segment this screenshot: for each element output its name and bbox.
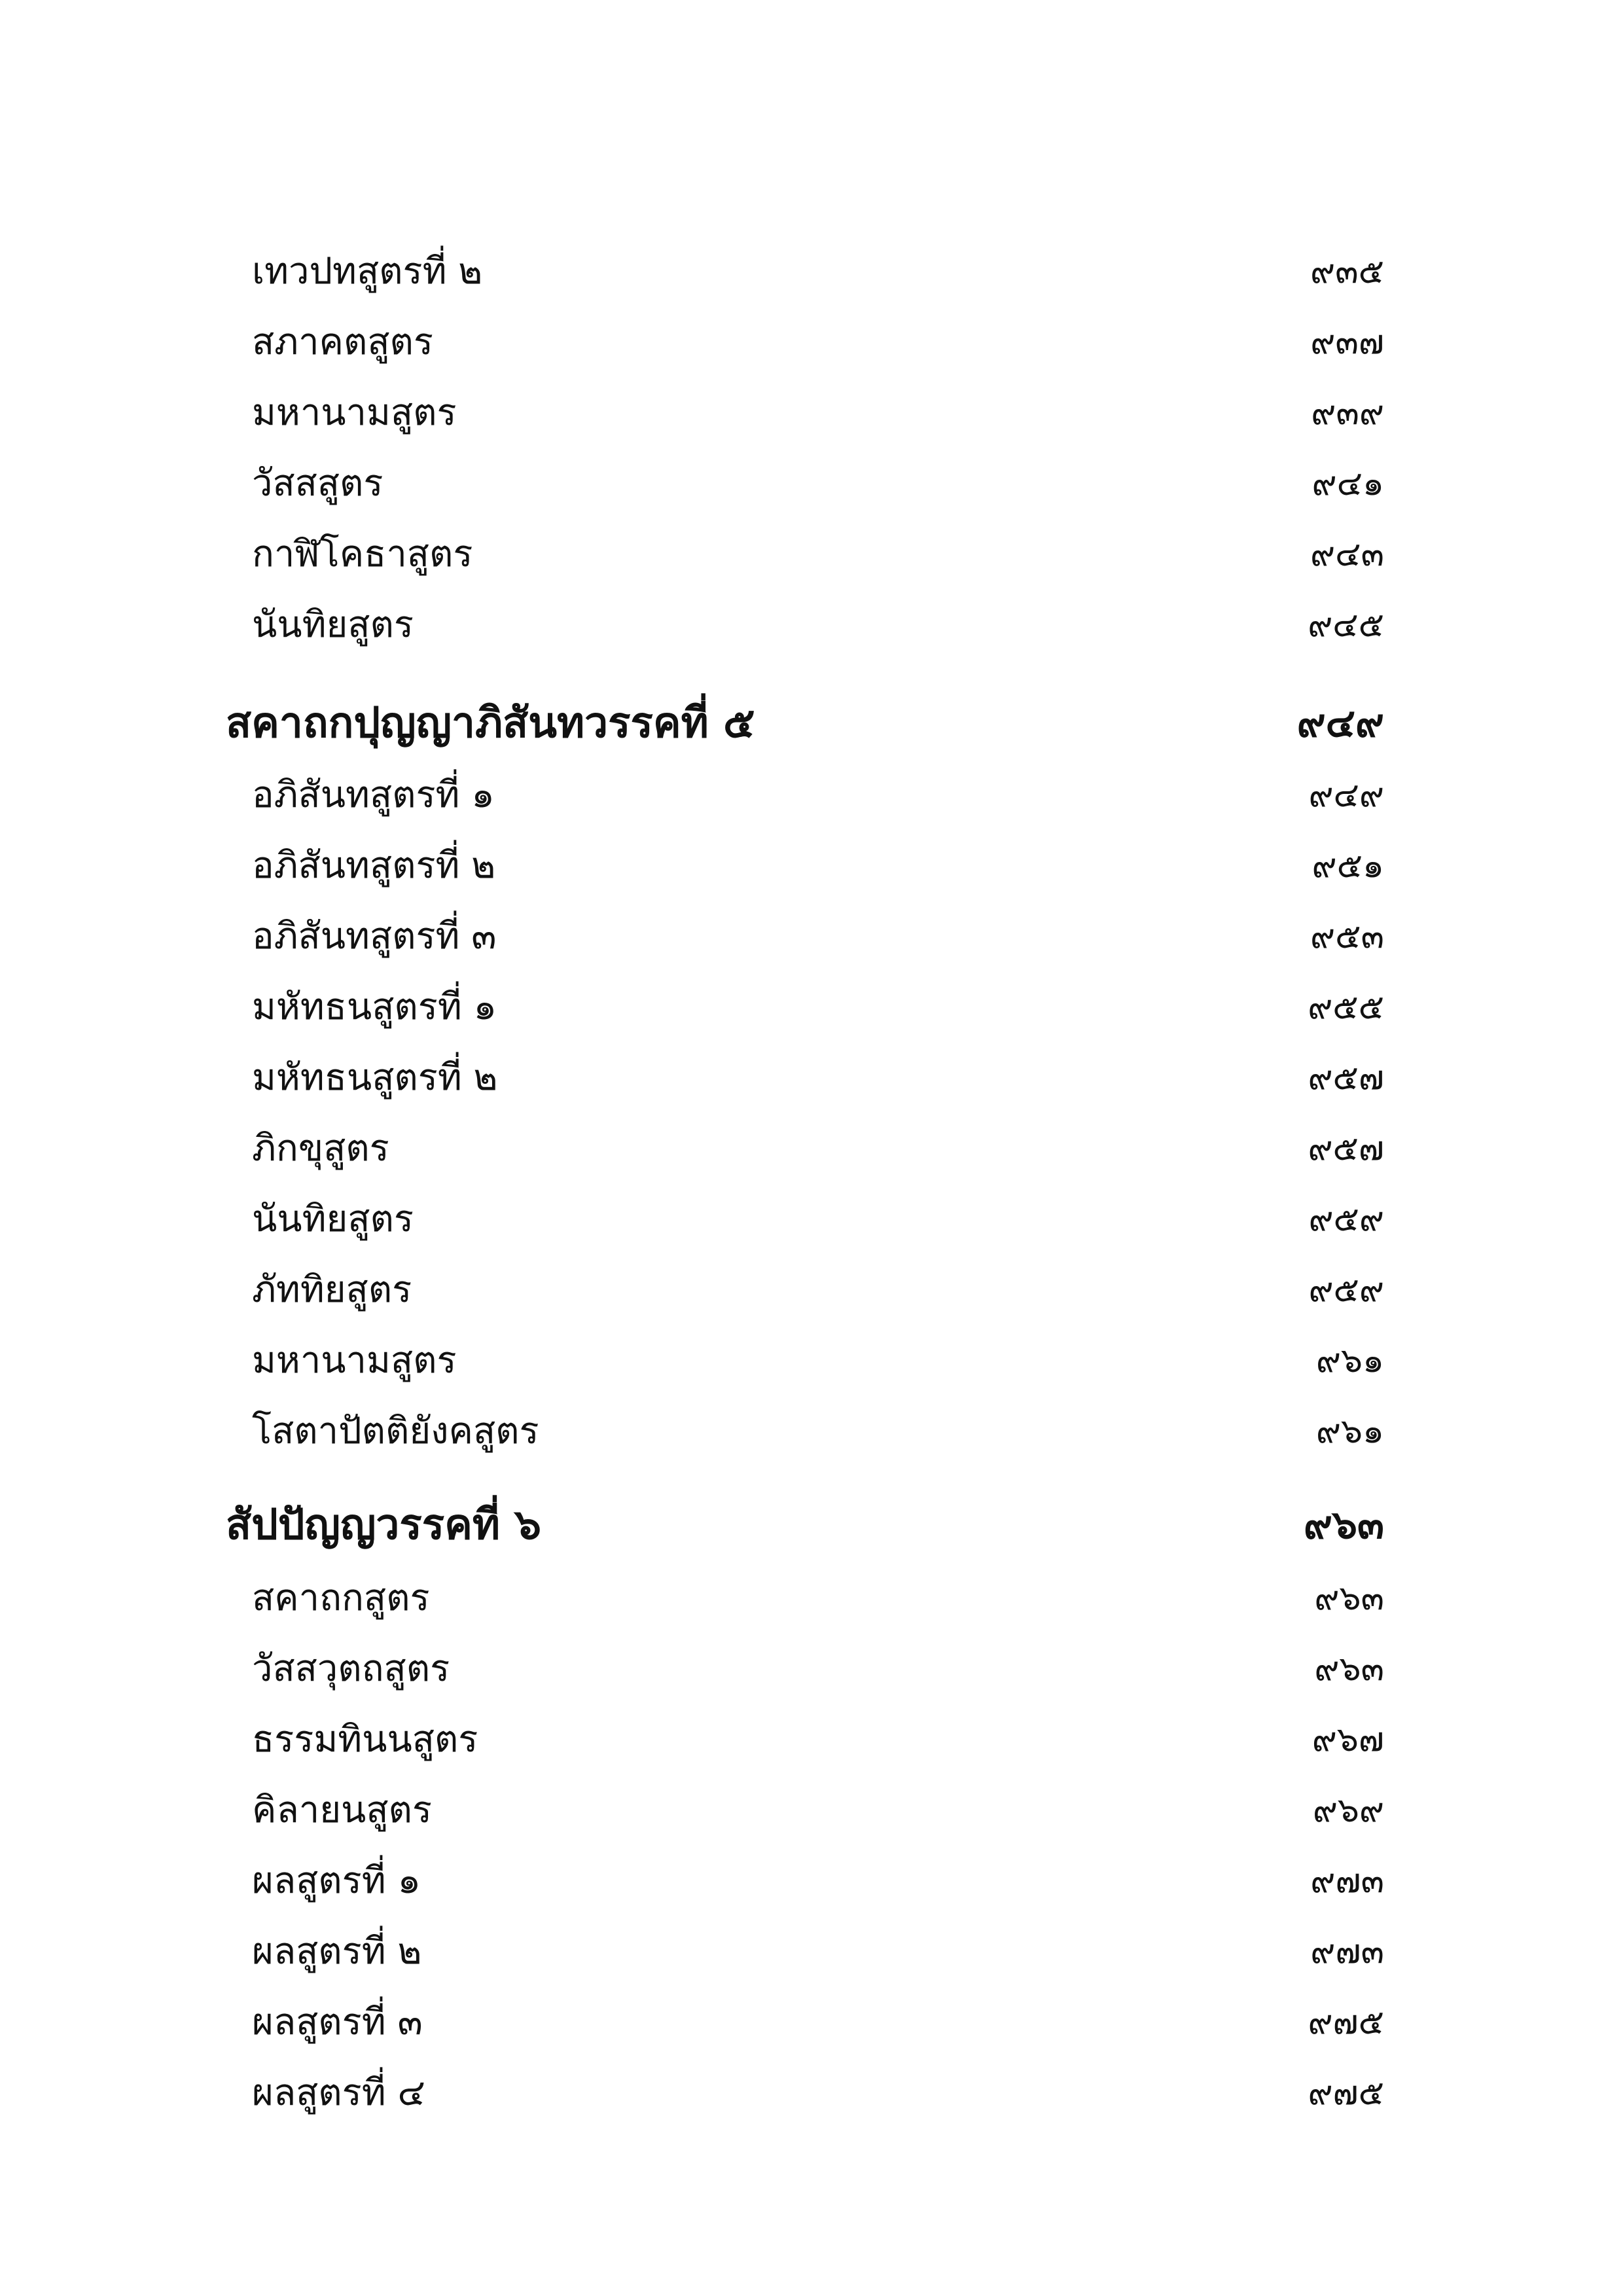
toc-entry-page: ๙๕๗ (1308, 1129, 1384, 1168)
toc-entry-page: ๙๖๓ (1314, 1579, 1384, 1618)
toc-entry-title: สภาคตสูตร (252, 321, 433, 363)
toc-entry-page: ๙๓๗ (1310, 323, 1384, 362)
toc-entry-page: ๙๓๙ (1311, 393, 1384, 433)
toc-entry (0, 1707, 1623, 1772)
toc-section-title: สัปปัญญวรรคที่ ๖ (226, 1500, 541, 1549)
toc-entry-page: ๙๔๕ (1308, 605, 1384, 645)
toc-section-page: ๙๖๓ (1303, 1502, 1384, 1548)
toc-entry (0, 1399, 1623, 1464)
toc-entry-title: ภิกขุสูตร (252, 1127, 389, 1170)
toc-entry-title: ผลสูตรที่ ๒ (252, 1930, 422, 1973)
toc-entry (0, 1045, 1623, 1111)
toc-entry-page: ๙๗๓ (1310, 1932, 1384, 1971)
toc-entry (0, 762, 1623, 828)
toc-entry-page: ๙๔๑ (1311, 464, 1384, 503)
toc-entry-page: ๙๖๙ (1312, 1791, 1384, 1830)
toc-entry (0, 1566, 1623, 1631)
toc-entry-title: วัสสสูตร (252, 462, 383, 505)
toc-entry-page: ๙๖๑ (1315, 1341, 1384, 1380)
toc-entry (0, 1848, 1623, 1914)
toc-entry-title: อภิสันทสูตรที่ ๑ (252, 774, 495, 816)
toc-entry (0, 833, 1623, 899)
toc-entry-page: ๙๕๗ (1308, 1058, 1384, 1098)
toc-entry (0, 1328, 1623, 1393)
toc-entry-title: มหานามสูตร (252, 391, 457, 434)
toc-entry-title: อภิสันทสูตรที่ ๒ (252, 844, 496, 887)
toc-entry-title: ผลสูตรที่ ๑ (252, 1859, 421, 1902)
toc-entry-page: ๙๗๓ (1310, 1861, 1384, 1901)
toc-entry (0, 1778, 1623, 1843)
toc-entry (0, 2060, 1623, 2126)
toc-entry-title: มหัทธนสูตรที่ ๑ (252, 986, 497, 1028)
toc-entry (0, 310, 1623, 375)
toc-entry (0, 522, 1623, 587)
toc-entry (0, 904, 1623, 969)
toc-entry-title: ผลสูตรที่ ๔ (252, 2072, 425, 2114)
toc-entry-title: นันทิยสูตร (252, 603, 414, 646)
toc-section-heading (0, 691, 1623, 756)
toc-entry-page: ๙๖๑ (1315, 1412, 1384, 1451)
toc-entry-page: ๙๖๓ (1314, 1649, 1384, 1689)
toc-entry-page: ๙๗๕ (1308, 2073, 1384, 2113)
toc-entry (0, 975, 1623, 1040)
toc-entry-title: สคาถกสูตร (252, 1577, 430, 1619)
toc-section-title: สคาถกปุญญาภิสันทวรรคที่ ๕ (226, 698, 755, 747)
toc-entry-title: มหัทธนสูตรที่ ๒ (252, 1056, 498, 1099)
toc-entry-title: มหานามสูตร (252, 1339, 457, 1382)
toc-entry-title: คิลายนสูตร (252, 1789, 432, 1831)
toc-entry (0, 1990, 1623, 2055)
toc-entry-title: ภัททิยสูตร (252, 1268, 412, 1311)
toc-entry-page: ๙๕๕ (1308, 988, 1384, 1027)
toc-entry-page: ๙๕๙ (1308, 1270, 1384, 1310)
toc-entry (0, 592, 1623, 658)
toc-entry-title: ธรรมทินนสูตร (252, 1718, 478, 1761)
toc-entry-title: อภิสันทสูตรที่ ๓ (252, 915, 497, 958)
toc-entry (0, 1116, 1623, 1181)
toc-section-page: ๙๔๙ (1296, 700, 1384, 746)
toc-entry-page: ๙๕๑ (1311, 846, 1384, 886)
toc-entry-page: ๙๕๓ (1310, 917, 1384, 956)
toc-entry-page: ๙๗๕ (1308, 2003, 1384, 2042)
toc-entry-page: ๙๔๙ (1308, 776, 1384, 815)
toc-entry-title: วัสสวุตถสูตร (252, 1647, 450, 1690)
toc-entry (0, 1919, 1623, 1984)
toc-entry-title: กาฬิโคธาสูตร (252, 533, 473, 575)
toc-entry-title: เทวปทสูตรที่ ๒ (252, 250, 483, 293)
toc-entry (0, 380, 1623, 446)
toc-entry (0, 1187, 1623, 1252)
toc-entry-page: ๙๓๕ (1310, 252, 1384, 291)
toc-entry (0, 451, 1623, 516)
toc-entry-page: ๙๕๙ (1308, 1200, 1384, 1239)
toc-section-heading (0, 1492, 1623, 1558)
toc-entry-page: ๙๔๓ (1310, 535, 1384, 574)
toc-entry-title: นันทิยสูตร (252, 1198, 414, 1240)
toc-entry-page: ๙๖๗ (1311, 1720, 1384, 1759)
toc-entry (0, 1636, 1623, 1702)
toc-entry-title: ผลสูตรที่ ๓ (252, 2001, 423, 2043)
toc-entry-title: โสตาปัตติยังคสูตร (252, 1410, 539, 1452)
toc-entry (0, 239, 1623, 304)
toc-entry (0, 1257, 1623, 1323)
